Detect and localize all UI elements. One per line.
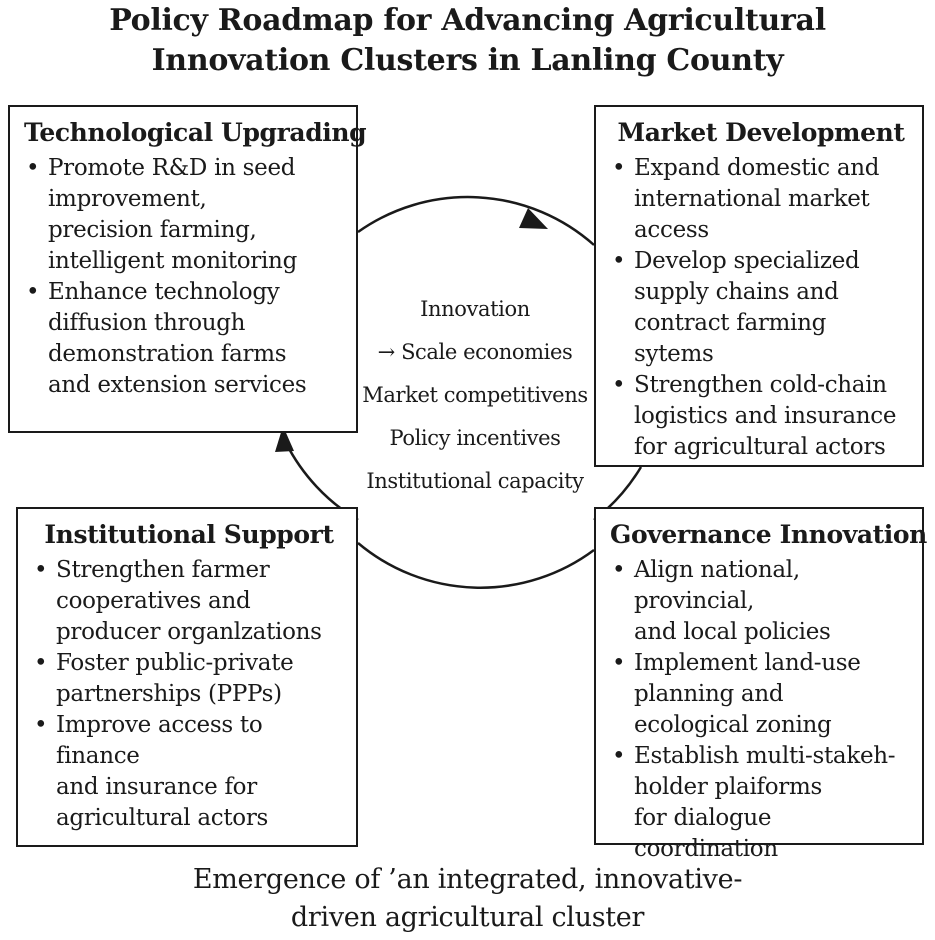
footer-line-1: Emergence of ’an integrated, innovative- [192,864,743,895]
bullet-item: • Expand domestic and international market access [610,153,912,246]
institutional-support-box [16,507,358,847]
bullet-list [24,153,346,401]
box-title: Technological Upgrading [24,118,367,147]
box-title: Institutional Support [44,520,334,549]
cycle-arc-top [358,197,594,245]
bullet-item: • Strengthen farmer cooperatives and producer organlzations [32,555,346,648]
technological-upgrading-box [8,105,367,433]
cycle-arrowhead-top [519,208,548,229]
bullet-list [610,153,912,463]
bullet-item: • Strengthen cold-chain logistics and insurance for agricultural actors [610,370,912,463]
center-label-institutional-capacity: Institutional capacity [366,469,584,493]
cycle-center-labels [355,288,595,503]
cycle-arc-bottom [358,543,594,588]
title-line-2: Innovation Clusters in Lanling County [151,43,784,78]
bullet-item: • Implement land-use planning and ecological zoning [610,648,912,741]
bullet-item: • Align national, provincial, and local policies [610,555,912,648]
bullet-list [32,555,346,834]
center-label-market-competitiveness: Market competitivens [362,383,588,407]
bullet-item: • Develop specialized supply chains and contract farming sytems [610,246,912,370]
bullet-list [610,555,912,865]
bullet-item: • Improve access to finance and insurance for agricultural actors [32,710,346,834]
center-label-innovation: Innovation [420,297,530,321]
governance-innovation-box [594,507,927,862]
bullet-item: • Enhance technology diffusion through demonstration farms and extension services [24,277,346,401]
bullet-item: • Foster public-private partnerships (PPPs) [32,648,346,710]
center-label-scale-economies: → Scale economies [377,340,573,364]
bullet-item: • Establish multi-stakeh- holder plaiforms for dialogue coordination [610,741,912,865]
market-development-box [594,105,924,467]
bullet-item: • Promote R&D in seed improvement, precision farming, intelligent monitoring [24,153,346,277]
box-title: Governance Innovation [610,520,927,549]
title-line-1: Policy Roadmap for Advancing Agricultural [109,3,826,38]
center-label-policy-incentives: Policy incentives [389,426,561,450]
footer-line-2: driven agricultural cluster [290,902,645,933]
box-title: Market Development [617,118,905,147]
